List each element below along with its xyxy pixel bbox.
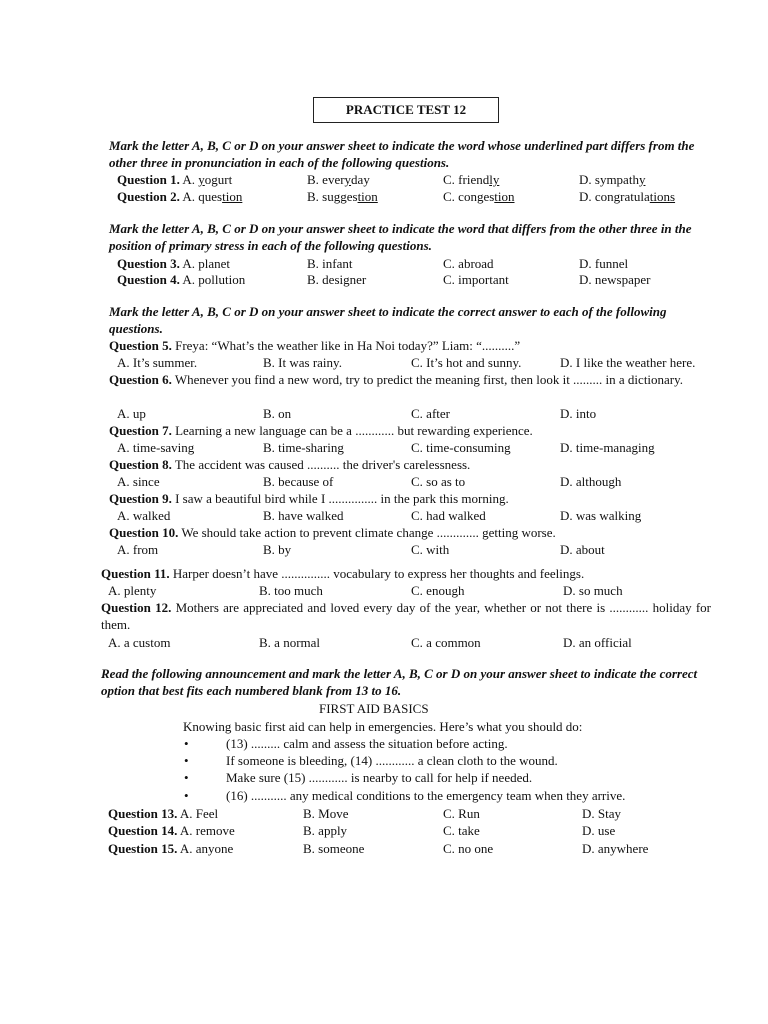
option-a: A. yogurt bbox=[182, 172, 233, 187]
option-d: D. so much bbox=[563, 583, 623, 598]
question-10 bbox=[109, 524, 556, 541]
instruction-correct-answer: Mark the letter A, B, C or D on your answer sheet to indicate the correct answer to each of the following questions. bbox=[109, 304, 667, 336]
question-label: Question 12. bbox=[101, 600, 172, 615]
option-c: C. important bbox=[443, 272, 509, 287]
option-c: C. congestion bbox=[443, 189, 515, 204]
instruction-stress: Mark the letter A, B, C or D on your answer sheet to indicate the word that differs from the other three in the position of primary stress in each of the following questions. bbox=[109, 221, 692, 253]
reading-heading: FIRST AID BASICS bbox=[319, 701, 429, 716]
question-stem: I saw a beautiful bird while I ............... in the park this morning. bbox=[171, 491, 509, 506]
option-c: C. so as to bbox=[411, 474, 466, 489]
option-c: C. no one bbox=[443, 841, 494, 856]
question-label: Question 11. bbox=[101, 566, 170, 581]
option-c: C. abroad bbox=[443, 256, 494, 271]
option-b: B. someone bbox=[303, 841, 365, 856]
option-b: B. on bbox=[263, 406, 292, 421]
option-b: B. Move bbox=[303, 806, 349, 821]
instruction-reading: Read the following announcement and mark the letter A, B, C or D on your answer sheet to indicate the correct option that best fits each numbered blank from 13 to 16. bbox=[101, 666, 698, 698]
option-c: C. a common bbox=[411, 635, 481, 650]
option-a: A. plenty bbox=[108, 583, 157, 598]
option-a: A. planet bbox=[182, 256, 231, 271]
option-a: A. time-saving bbox=[117, 440, 195, 455]
option-d: D. sympathy bbox=[579, 172, 646, 187]
question-label: Question 8. bbox=[109, 457, 172, 472]
option-a: A. question bbox=[182, 189, 243, 204]
reading-bullet-2: If someone is bleeding, (14) ............ a clean cloth to the wound. bbox=[226, 753, 558, 768]
test-title: PRACTICE TEST 12 bbox=[313, 97, 499, 123]
question-label: Question 5. bbox=[109, 338, 172, 353]
question-3 bbox=[117, 255, 230, 272]
question-stem: We should take action to prevent climate change ............. getting worse. bbox=[178, 525, 556, 540]
option-a: A. pollution bbox=[182, 272, 246, 287]
option-d: D. an official bbox=[563, 635, 632, 650]
question-stem: Harper doesn’t have ............... vocabulary to express her thoughts and feelings. bbox=[169, 566, 585, 581]
option-b: B. everyday bbox=[307, 172, 370, 187]
option-b: B. by bbox=[263, 542, 292, 557]
question-label: Question 2. bbox=[117, 189, 180, 204]
question-7 bbox=[109, 422, 533, 439]
question-15 bbox=[108, 840, 233, 857]
option-b: B. It was rainy. bbox=[263, 355, 342, 370]
question-stem: Whenever you find a new word, try to predict the meaning first, then look it ......... in a dictionary. bbox=[171, 372, 684, 387]
option-d: D. although bbox=[560, 474, 622, 489]
bullet-icon: • bbox=[184, 753, 189, 768]
reading-intro: Knowing basic first aid can help in emergencies. Here’s what you should do: bbox=[183, 719, 583, 734]
option-a: A. since bbox=[117, 474, 160, 489]
option-b: B. have walked bbox=[263, 508, 344, 523]
question-14 bbox=[108, 822, 235, 839]
option-b: B. time-sharing bbox=[263, 440, 344, 455]
option-d: D. congratulations bbox=[579, 189, 676, 204]
option-c: C. with bbox=[411, 542, 450, 557]
question-4 bbox=[117, 271, 245, 288]
option-d: D. I like the weather here. bbox=[560, 355, 696, 370]
option-a: A. remove bbox=[179, 823, 235, 838]
bullet-icon: • bbox=[184, 736, 189, 751]
option-d: D. Stay bbox=[582, 806, 621, 821]
option-b: B. designer bbox=[307, 272, 367, 287]
question-12 bbox=[101, 599, 711, 633]
question-label: Question 6. bbox=[109, 372, 172, 387]
option-a: A. up bbox=[117, 406, 146, 421]
option-c: C. take bbox=[443, 823, 480, 838]
question-stem: The accident was caused .......... the driver's carelessness. bbox=[171, 457, 471, 472]
option-c: C. time-consuming bbox=[411, 440, 511, 455]
question-2 bbox=[117, 188, 242, 205]
option-b: B. because of bbox=[263, 474, 334, 489]
question-label: Question 9. bbox=[109, 491, 172, 506]
question-label: Question 3. bbox=[117, 256, 180, 271]
option-b: B. a normal bbox=[259, 635, 321, 650]
question-11 bbox=[101, 565, 584, 582]
option-b: B. suggestion bbox=[307, 189, 378, 204]
question-9 bbox=[109, 490, 509, 507]
question-label: Question 10. bbox=[109, 525, 179, 540]
option-b: B. infant bbox=[307, 256, 353, 271]
option-a: A. from bbox=[117, 542, 159, 557]
option-a: A. a custom bbox=[108, 635, 171, 650]
reading-bullet-4: (16) ........... any medical conditions to the emergency team when they arrive. bbox=[226, 788, 626, 803]
option-d: D. anywhere bbox=[582, 841, 649, 856]
option-d: D. funnel bbox=[579, 256, 629, 271]
reading-bullet-1: (13) ......... calm and assess the situation before acting. bbox=[226, 736, 508, 751]
option-d: D. into bbox=[560, 406, 597, 421]
option-b: B. apply bbox=[303, 823, 348, 838]
question-stem: Learning a new language can be a ............ but rewarding experience. bbox=[171, 423, 533, 438]
option-a: A. It’s summer. bbox=[117, 355, 198, 370]
option-c: C. It’s hot and sunny. bbox=[411, 355, 522, 370]
option-c: C. enough bbox=[411, 583, 465, 598]
option-d: D. time-managing bbox=[560, 440, 655, 455]
question-label: Question 15. bbox=[108, 841, 178, 856]
option-d: D. was walking bbox=[560, 508, 642, 523]
question-label: Question 13. bbox=[108, 806, 178, 821]
question-5 bbox=[109, 337, 520, 354]
option-d: D. about bbox=[560, 542, 605, 557]
question-label: Question 14. bbox=[108, 823, 178, 838]
question-stem: Mothers are appreciated and loved every day of the year, whether or not there is ............ holiday for them. bbox=[101, 600, 711, 632]
option-c: C. after bbox=[411, 406, 450, 421]
option-a: A. Feel bbox=[179, 806, 219, 821]
option-b: B. too much bbox=[259, 583, 323, 598]
option-c: C. Run bbox=[443, 806, 480, 821]
instruction-pronunciation: Mark the letter A, B, C or D on your answer sheet to indicate the word whose underlined part differs from the other three in pronunciation in each of the following questions. bbox=[109, 138, 695, 170]
option-a: A. anyone bbox=[179, 841, 234, 856]
question-label: Question 1. bbox=[117, 172, 180, 187]
option-c: C. had walked bbox=[411, 508, 486, 523]
reading-bullet-3: Make sure (15) ............ is nearby to call for help if needed. bbox=[226, 770, 533, 785]
option-c: C. friendly bbox=[443, 172, 500, 187]
question-stem: Freya: “What’s the weather like in Ha Noi today?” Liam: “..........” bbox=[171, 338, 521, 353]
option-d: D. use bbox=[582, 823, 616, 838]
option-d: D. newspaper bbox=[579, 272, 651, 287]
question-13 bbox=[108, 805, 218, 822]
bullet-icon: • bbox=[184, 788, 189, 803]
question-1 bbox=[117, 171, 232, 188]
question-label: Question 4. bbox=[117, 272, 180, 287]
question-6 bbox=[109, 371, 704, 388]
option-a: A. walked bbox=[117, 508, 171, 523]
question-label: Question 7. bbox=[109, 423, 172, 438]
question-8 bbox=[109, 456, 470, 473]
bullet-icon: • bbox=[184, 770, 189, 785]
